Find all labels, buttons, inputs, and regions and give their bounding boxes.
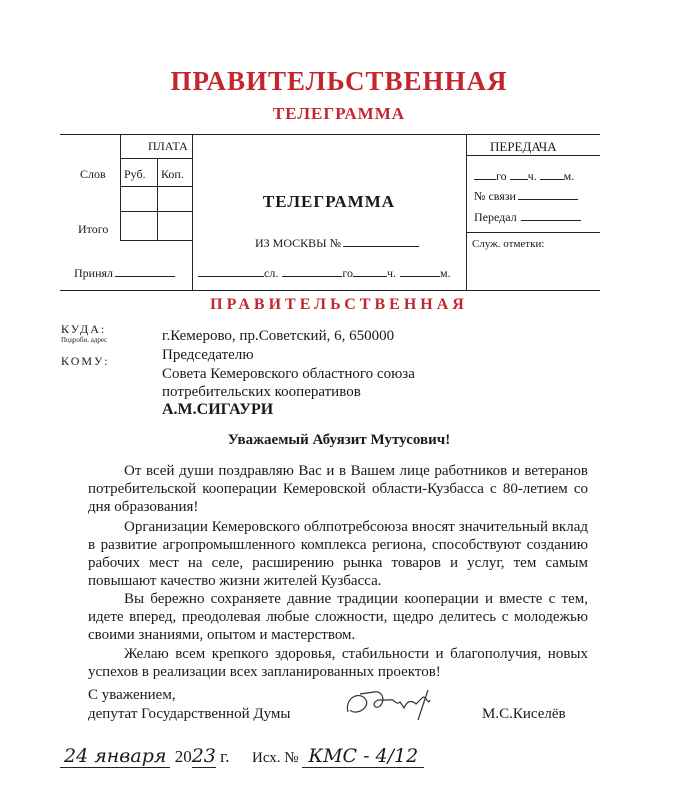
document-title: ПРАВИТЕЛЬСТВЕННАЯ xyxy=(170,66,508,96)
peredal-field: Передал xyxy=(474,208,581,225)
paragraph-1: От всей души поздравляю Вас и в Вашем лице работников и ветеранов потребительской кооперации Кемеровской области-Кузбасса с 80-летием со дня образования! xyxy=(88,463,588,515)
komu-label: КОМУ: xyxy=(61,354,110,368)
sluzh-label: Служ. отметки: xyxy=(472,238,545,250)
ref-number xyxy=(252,745,424,767)
year-suffix: 23 xyxy=(191,745,216,767)
paragraph-4: Желаю всем крепкого здоровья, стабильности и благополучия, новых успехов в реализации всех запланированных проектов! xyxy=(88,646,588,680)
prinyal-label: Принял xyxy=(74,264,175,281)
handwritten-signature xyxy=(330,680,440,728)
address-line-1: г.Кемерово, пр.Советский, 6, 650000 xyxy=(162,328,395,344)
signer-position: депутат Государственной Думы xyxy=(88,706,291,722)
ref-label: Исх. № xyxy=(252,750,299,766)
date-day: 24 января xyxy=(60,745,170,768)
rub-label: Руб. xyxy=(124,167,146,181)
recipient-name: А.М.СИГАУРИ xyxy=(162,401,274,418)
slov-label: Слов xyxy=(80,167,106,181)
regards: С уважением, xyxy=(88,687,176,703)
kop-label: Коп. xyxy=(161,167,184,181)
plata-label: ПЛАТА xyxy=(148,139,188,153)
ref-value: КМС - 4/12 xyxy=(302,745,424,768)
form-center-title: ТЕЛЕГРАММА xyxy=(262,192,396,211)
document-subtitle: ТЕЛЕГРАММА xyxy=(272,104,406,123)
svyazi-field: № связи xyxy=(474,187,578,204)
kuda-sub-label: Подробн. адрес xyxy=(61,336,108,344)
address-line-3: Совета Кемеровского областного союза xyxy=(162,366,415,382)
signer-name: М.С.Киселёв xyxy=(482,706,566,722)
telegram-type-label: ПРАВИТЕЛЬСТВЕННАЯ xyxy=(210,296,468,313)
greeting: Уважаемый Абуязит Мутусович! xyxy=(227,432,451,448)
paragraph-2: Организации Кемеровского облпотребсоюза вносят значительный вклад в развитие агропромышленного комплекса региона, способствуют созданию рабочих мест на селе, расширению рынка товаров и услуг, тем самым повышают качество жизни жителей Кузбасса. xyxy=(88,519,588,589)
form-bottom-fields: сл. го ч. м. xyxy=(198,264,451,281)
address-line-2: Председателю xyxy=(162,347,254,363)
paragraph-3: Вы бережно сохраняете давние традиции кооперации и вместе с тем, идете вперед, преодолевая любые сложности, щедро делитесь с молодежью своими знаниями, опытом и мастерством. xyxy=(88,591,588,643)
peredacha-label: ПЕРЕДАЧА xyxy=(490,139,557,154)
year-g: г. xyxy=(220,747,230,766)
date-line xyxy=(60,745,229,767)
itogo-label: Итого xyxy=(78,222,109,236)
year-prefix: 20 xyxy=(174,747,192,766)
iz-moskvy-field: ИЗ МОСКВЫ № xyxy=(255,234,419,251)
kuda-label: КУДА: xyxy=(61,322,107,336)
address-line-4: потребительских кооперативов xyxy=(162,384,361,400)
right-time-field: го ч. м. xyxy=(474,167,574,184)
